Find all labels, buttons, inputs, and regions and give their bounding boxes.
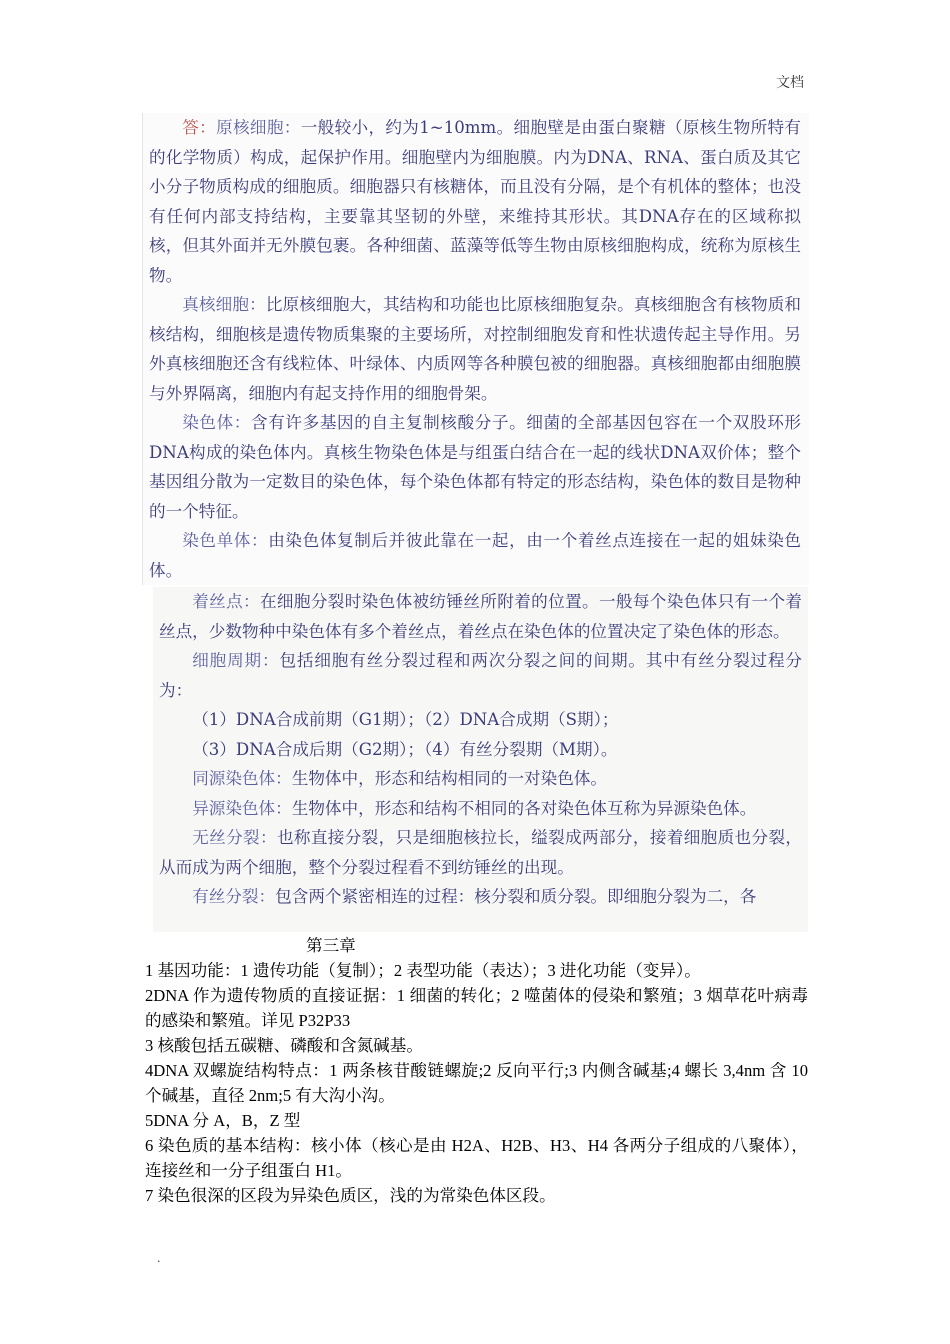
answer-label: 答： (182, 118, 217, 137)
paragraph-prokaryotic (149, 113, 801, 290)
text-heterologous: 生物体中，形态和结构不相同的各对染色体互称为异源染色体。 (291, 798, 757, 818)
list-item: 3 核酸包括五碳糖、磷酸和含氮碱基。 (145, 1036, 423, 1055)
cell-cycle-phases-line-1: （1）DNA合成前期（G1期）；（2）DNA合成期（S期）； (192, 710, 619, 729)
list-item: 6 染色质的基本结构：核小体（核心是由 H2A、H2B、H3、H4 各两分子组成的八聚体），连接丝和一分子组蛋白 H1。 (145, 1136, 808, 1180)
paragraph-mitosis (159, 882, 802, 912)
term-chromosome: 染色体： (182, 413, 252, 432)
cell-cycle-phases-line-2: （3）DNA合成后期（G2期）；（4）有丝分裂期（M期）。 (192, 739, 618, 759)
scanned-answer-image-2 (153, 587, 808, 932)
text-centromere: 在细胞分裂时染色体被纺锤丝所附着的位置。一般每个染色体只有一个着丝点，少数物种中染色体有多个着丝点，着丝点在染色体的位置决定了染色体的形态。 (159, 592, 802, 641)
paragraph-chromosome (149, 408, 801, 526)
term-amitosis: 无丝分裂： (192, 828, 277, 847)
scanned-answer-image-1 (142, 113, 809, 585)
text-homologous: 生物体中，形态和结构相同的一对染色体。 (291, 769, 608, 788)
list-item: 2DNA 作为遗传物质的直接证据：1 细菌的转化；2 噬菌体的侵染和繁殖；3 烟草花叶病毒的感染和繁殖。详见 P32P33 (145, 986, 808, 1030)
header-tag: 文档 (776, 75, 804, 91)
list-item: 7 染色很深的区段为异染色质区，浅的为常染色体区段。 (145, 1186, 556, 1205)
chapter-3-section (145, 933, 808, 1208)
paragraph-chromatid (149, 526, 801, 585)
chapter-title: 第三章 (306, 936, 356, 955)
list-item: 1 基因功能：1 遗传功能（复制）；2 表型功能（表达）；3 进化功能（变异）。 (145, 961, 701, 980)
term-chromatid: 染色单体： (182, 531, 269, 550)
footer-dot: . (157, 1252, 161, 1265)
term-prokaryotic: 原核细胞： (216, 118, 301, 137)
text-eukaryotic: 比原核细胞大，其结构和功能也比原核细胞复杂。真核细胞含有核物质和核结构，细胞核是遗传物质集聚的主要场所，对控制细胞发育和性状遗传起主导作用。另外真核细胞还含有线粒体、叶绿体、内质网等各种膜包被的细胞器。真核细胞都由细胞膜与外界隔离，细胞内有起支持作用的细胞骨架。 (149, 295, 802, 403)
paragraph-amitosis (159, 823, 802, 882)
text-cell-cycle: 包括细胞有丝分裂过程和两次分裂之间的间期。其中有丝分裂过程分为： (159, 651, 803, 700)
text-chromatid: 由染色体复制后并彼此靠在一起，由一个着丝点连接在一起的姐妹染色体。 (149, 531, 801, 580)
text-prokaryotic: 一般较小，约为1~10mm。细胞壁是由蛋白聚糖（原核生物所特有的化学物质）构成，起保护作用。细胞壁内为细胞膜。内为DNA、RNA、蛋白质及其它小分子物质构成的细胞质。细胞器只有核糖体，而且没有分隔，是个有机体的整体；也没有任何内部支持结构，主要靠其坚韧的外壁，来维持其形状。其DNA存在的区域称拟核，但其外面并无外膜包裹。各种细菌、蓝藻等低等生物由原核细胞构成，统称为原核生物。 (149, 118, 802, 285)
term-homologous: 同源染色体： (192, 769, 292, 788)
paragraph-centromere (159, 587, 802, 646)
paragraph-homologous (159, 764, 802, 794)
text-amitosis: 也称直接分裂，只是细胞核拉长，缢裂成两部分，接着细胞质也分裂，从而成为两个细胞，整个分裂过程看不到纺锤丝的出现。 (159, 828, 803, 877)
term-heterologous: 异源染色体： (192, 798, 292, 818)
list-item: 5DNA 分 A，B，Z 型 (145, 1111, 301, 1130)
term-cell-cycle: 细胞周期： (192, 651, 280, 670)
paragraph-heterologous (159, 794, 802, 824)
term-centromere: 着丝点： (192, 592, 260, 611)
term-eukaryotic: 真核细胞： (182, 295, 266, 314)
term-mitosis: 有丝分裂： (192, 887, 276, 906)
paragraph-eukaryotic (149, 290, 801, 408)
paragraph-cell-cycle (159, 646, 802, 705)
list-item: 4DNA 双螺旋结构特点：1 两条核苷酸链螺旋;2 反向平行;3 内侧含碱基;4 螺长 3,4nm 含 10 个碱基，直径 2nm;5 有大沟小沟。 (145, 1061, 808, 1105)
text-chromosome: 含有许多基因的自主复制核酸分子。细菌的全部基因包容在一个双股环形DNA构成的染色体内。真核生物染色体是与组蛋白结合在一起的线状DNA双价体；整个基因组分散为一定数目的染色体，每个染色体都有特定的形态结构，染色体的数目是物种的一个特征。 (149, 413, 802, 521)
text-mitosis: 包含两个紧密相连的过程：核分裂和质分裂。即细胞分裂为二，各 (275, 887, 757, 906)
